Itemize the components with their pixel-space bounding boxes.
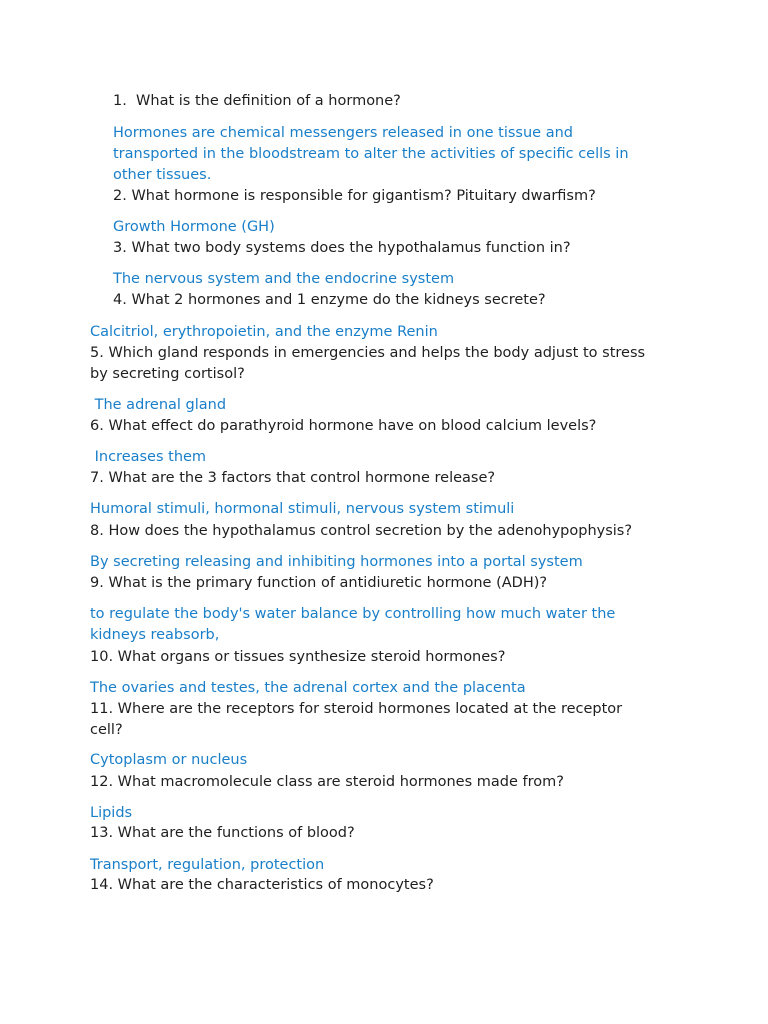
answer-9-line-2: kidneys reabsorb, — [90, 627, 220, 643]
answer-9-line-1: to regulate the body's water balance by controlling how much water the — [90, 606, 616, 622]
question-3: 3. What two body systems does the hypothalamus function in? — [113, 240, 571, 256]
question-13: 13. What are the functions of blood? — [90, 825, 355, 841]
answer-4: Calcitriol, erythropoietin, and the enzyme Renin — [90, 324, 438, 340]
answer-10: The ovaries and testes, the adrenal cortex and the placenta — [90, 680, 526, 696]
question-8: 8. How does the hypothalamus control secretion by the adenohypophysis? — [90, 523, 633, 539]
answer-1-line-1: Hormones are chemical messengers released in one tissue and — [113, 125, 573, 141]
question-1: 1. What is the definition of a hormone? — [113, 93, 401, 109]
answer-13: Transport, regulation, protection — [90, 857, 325, 873]
question-11-line-2: cell? — [90, 722, 123, 738]
question-11-line-1: 11. Where are the receptors for steroid hormones located at the receptor — [90, 701, 623, 717]
answer-1-line-2: transported in the bloodstream to alter the activities of specific cells in — [113, 146, 629, 162]
question-4: 4. What 2 hormones and 1 enzyme do the kidneys secrete? — [113, 292, 546, 308]
answer-7: Humoral stimuli, hormonal stimuli, nervous system stimuli — [90, 501, 515, 517]
answer-5: The adrenal gland — [90, 397, 227, 413]
question-12: 12. What macromolecule class are steroid hormones made from? — [90, 774, 564, 790]
answer-12: Lipids — [90, 805, 133, 821]
answer-8: By secreting releasing and inhibiting hormones into a portal system — [90, 554, 583, 570]
answer-1-line-3: other tissues. — [113, 167, 212, 183]
answer-11: Cytoplasm or nucleus — [90, 752, 248, 768]
answer-2: Growth Hormone (GH) — [113, 219, 275, 235]
question-10: 10. What organs or tissues synthesize steroid hormones? — [90, 649, 506, 665]
answer-3: The nervous system and the endocrine system — [113, 271, 455, 287]
question-14: 14. What are the characteristics of monocytes? — [90, 877, 434, 893]
question-6: 6. What effect do parathyroid hormone have on blood calcium levels? — [90, 418, 597, 434]
question-9: 9. What is the primary function of antidiuretic hormone (ADH)? — [90, 575, 548, 591]
question-5-line-2: by secreting cortisol? — [90, 366, 245, 382]
answer-6: Increases them — [90, 449, 207, 465]
question-2: 2. What hormone is responsible for gigantism? Pituitary dwarfism? — [113, 188, 596, 204]
question-7: 7. What are the 3 factors that control hormone release? — [90, 470, 496, 486]
question-5-line-1: 5. Which gland responds in emergencies and helps the body adjust to stress — [90, 345, 646, 361]
